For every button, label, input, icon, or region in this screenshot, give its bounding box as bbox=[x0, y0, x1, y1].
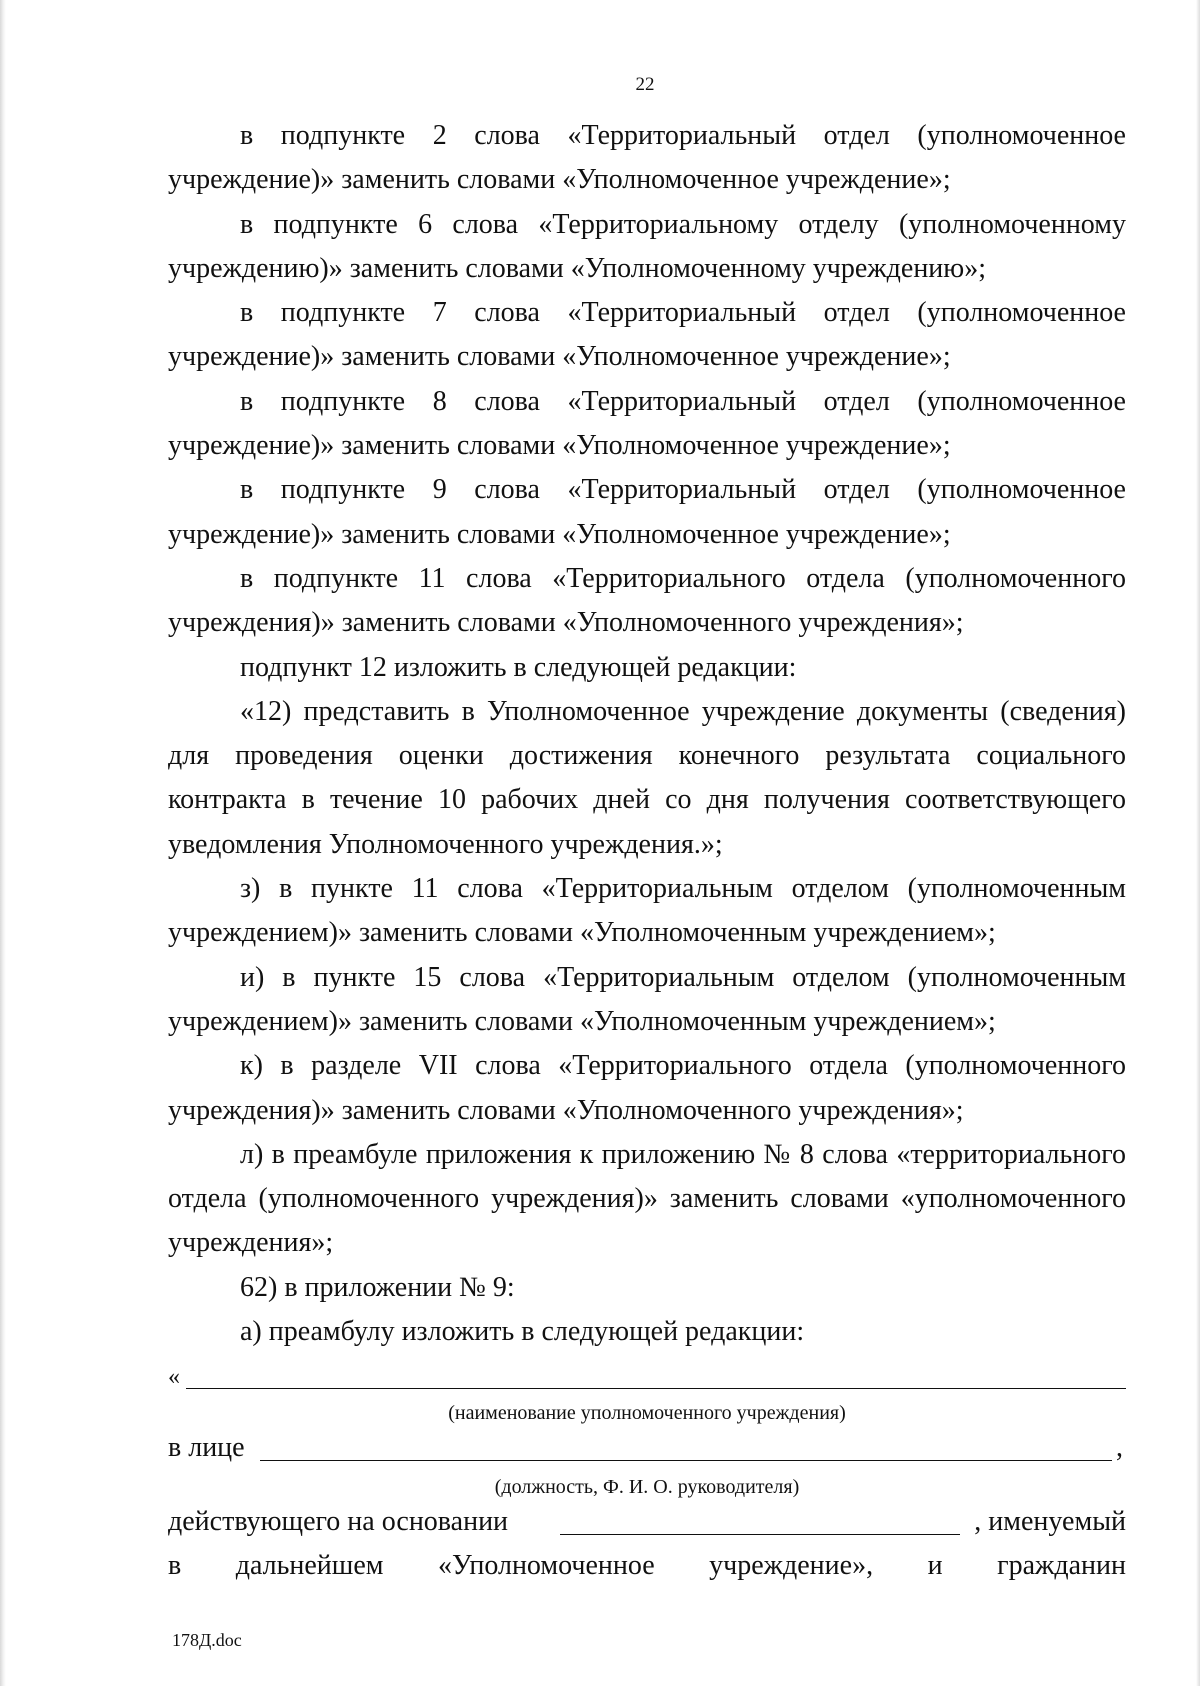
scan-edge-right bbox=[1196, 0, 1200, 1686]
paragraph: подпункт 12 изложить в следующей редакции: bbox=[240, 651, 797, 683]
word: учреждение», bbox=[709, 1550, 874, 1581]
acting-label: действующего на основании bbox=[168, 1506, 509, 1537]
paragraph: «12) представить в Уполномоченное учреждение документы (сведения) для проведения оценки достижения конечного результата социального контракта в течение 10 рабочих дней со дня получения соответствующего уведомления Уполномоченного учреждения.»; bbox=[168, 695, 1126, 860]
word: и bbox=[927, 1550, 943, 1581]
open-quote: « bbox=[168, 1364, 180, 1390]
institution-name-line bbox=[186, 1388, 1126, 1389]
position-hint: (должность, Ф. И. О. руководителя) bbox=[494, 1476, 800, 1498]
paragraph: к) в разделе VII слова «Территориального отдела (уполномоченного учреждения)» заменить словами «Уполномоченного учреждения»; bbox=[168, 1050, 1126, 1126]
page-number: 22 bbox=[635, 74, 655, 95]
last-line bbox=[168, 1546, 1126, 1594]
paragraph: в подпункте 9 слова «Территориальный отдел (уполномоченное учреждение)» заменить словами «Уполномоченное учреждение»; bbox=[168, 474, 1126, 550]
word: «Уполномоченное bbox=[438, 1550, 655, 1581]
institution-hint: (наименование уполномоченного учреждения) bbox=[448, 1402, 846, 1424]
word: гражданин bbox=[997, 1550, 1126, 1581]
paragraph: а) преамбулу изложить в следующей редакции: bbox=[240, 1316, 805, 1348]
scan-edge-left bbox=[0, 0, 6, 1686]
preamble-form bbox=[168, 1364, 1126, 1594]
paragraph: в подпункте 11 слова «Территориального отдела (уполномоченного учреждения)» заменить словами «Уполномоченного учреждения»; bbox=[168, 562, 1126, 639]
paragraph: в подпункте 8 слова «Территориальный отдел (уполномоченное учреждение)» заменить словами «Уполномоченное учреждение»; bbox=[168, 385, 1126, 462]
paragraph: л) в преамбуле приложения к приложению № 8 слова «территориального отдела (уполномоченного учреждения)» заменить словами «уполномоченного учреждения»; bbox=[168, 1138, 1126, 1259]
acting-row bbox=[168, 1502, 1126, 1546]
body-text bbox=[168, 114, 1126, 1354]
in-person-label: в лице bbox=[168, 1432, 245, 1463]
named-label: , именуемый bbox=[974, 1506, 1126, 1537]
paragraph: 62) в приложении № 9: bbox=[240, 1271, 515, 1303]
word: в bbox=[168, 1550, 182, 1581]
paragraph: в подпункте 6 слова «Территориальному отделу (уполномоченному учреждению)» заменить словами «Уполномоченному учреждению»; bbox=[168, 208, 1126, 284]
paragraph: в подпункте 7 слова «Территориальный отдел (уполномоченное учреждение)» заменить словами «Уполномоченное учреждение»; bbox=[168, 297, 1126, 373]
comma: , bbox=[1116, 1432, 1123, 1463]
head-name-line bbox=[260, 1460, 1112, 1461]
basis-line bbox=[560, 1534, 960, 1535]
paragraph: в подпункте 2 слова «Территориальный отдел (уполномоченное учреждение)» заменить словами «Уполномоченное учреждение»; bbox=[168, 120, 1126, 196]
file-name-footer: 178Д.doc bbox=[172, 1630, 242, 1650]
in-person-row bbox=[168, 1428, 1126, 1472]
word: дальнейшем bbox=[235, 1550, 384, 1581]
paragraph: з) в пункте 11 слова «Территориальным отделом (уполномоченным учреждением)» заменить словами «Уполномоченным учреждением»; bbox=[168, 873, 1126, 949]
institution-row bbox=[168, 1364, 1126, 1398]
paragraph: и) в пункте 15 слова «Территориальным отделом (уполномоченным учреждением)» заменить словами «Уполномоченным учреждением»; bbox=[168, 961, 1126, 1037]
